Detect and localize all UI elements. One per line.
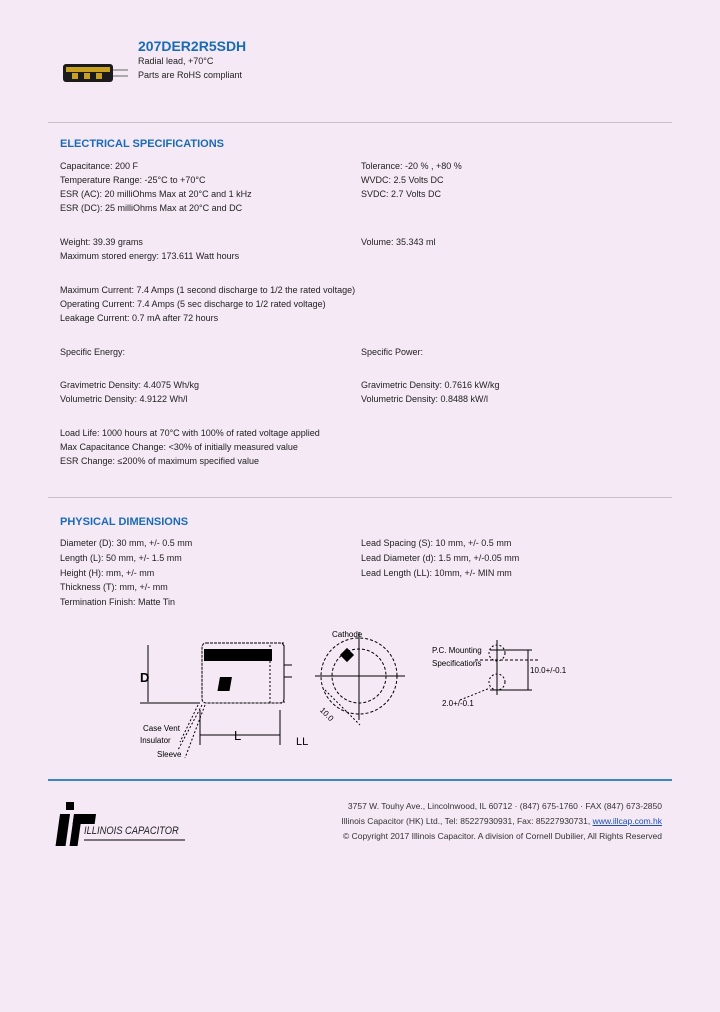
website-link[interactable]: www.illcap.com.hk (592, 816, 662, 826)
diameter-label: D (140, 670, 150, 685)
lead-type: Radial lead, +70°C (138, 56, 214, 66)
power-volumetric: Volumetric Density: 0.8488 kW/l (361, 394, 489, 404)
diameter: Diameter (D): 30 mm, +/- 0.5 mm (60, 538, 193, 548)
dimension-drawing (130, 620, 567, 770)
footer-address: 3757 W. Touhy Ave., Lincolnwood, IL 60712 · (847) 675-1760 · FAX (847) 673-2850 (347, 801, 662, 811)
footer-copyright: © Copyright 2017 Illinois Capacitor. A division of Cornell Dubilier, All Rights Reserved (342, 831, 662, 841)
svdc: SVDC: 2.7 Volts DC (361, 189, 442, 199)
pc-mounting-label: P.C. Mounting (432, 646, 482, 655)
case-vent-label: Case Vent (143, 724, 180, 733)
energy-volumetric: Volumetric Density: 4.9122 Wh/l (60, 394, 188, 404)
specific-power-label: Specific Power: (361, 347, 424, 357)
temperature-range: Temperature Range: -25°C to +70°C (60, 175, 206, 185)
stored-energy: Maximum stored energy: 173.611 Watt hours (60, 251, 240, 261)
capacitor-photo (60, 62, 130, 84)
insulator-label: Insulator (140, 736, 171, 745)
power-gravimetric: Gravimetric Density: 0.7616 kW/kg (361, 380, 500, 390)
logo-text: ILLINOIS CAPACITOR (84, 825, 179, 837)
wvdc: WVDC: 2.5 Volts DC (361, 175, 444, 185)
max-current: Maximum Current: 7.4 Amps (1 second discharge to 1/2 the rated voltage) (60, 285, 356, 295)
electrical-heading: ELECTRICAL SPECIFICATIONS (60, 138, 224, 150)
weight: Weight: 39.39 grams (60, 237, 143, 247)
footer-divider (48, 779, 672, 781)
volume: Volume: 35.343 ml (361, 237, 436, 247)
lead-spacing: Lead Spacing (S): 10 mm, +/- 0.5 mm (361, 538, 512, 548)
load-life: Load Life: 1000 hours at 70°C with 100% of rated voltage applied (60, 428, 320, 438)
energy-gravimetric: Gravimetric Density: 4.4075 Wh/kg (60, 380, 200, 390)
leakage-current: Leakage Current: 0.7 mA after 72 hours (60, 313, 219, 323)
lead-diameter-dimension: 2.0+/-0.1 (442, 699, 474, 708)
divider (48, 122, 672, 123)
physical-heading: PHYSICAL DIMENSIONS (60, 516, 189, 528)
termination-finish: Termination Finish: Matte Tin (60, 597, 176, 607)
esr-dc: ESR (DC): 25 milliOhms Max at 20°C and DC (60, 203, 243, 213)
tolerance: Tolerance: -20 % , +80 % (361, 161, 462, 171)
sleeve-label: Sleeve (157, 750, 182, 759)
capacitance-change: Max Capacitance Change: <30% of initially measured value (60, 442, 298, 452)
capacitance: Capacitance: 200 F (60, 161, 139, 171)
hk-contact: Illinois Capacitor (HK) Ltd., Tel: 85227930931, Fax: 85227930731, (341, 816, 593, 826)
footer-hk (341, 814, 662, 829)
lead-diameter: Lead Diameter (d): 1.5 mm, +/-0.05 mm (361, 553, 520, 563)
lead-spacing-dimension: 10.0+/-0.1 (530, 666, 567, 675)
cathode-label: Cathode (332, 630, 363, 639)
length: Length (L): 50 mm, +/- 1.5 mm (60, 553, 182, 563)
height: Height (H): mm, +/- mm (60, 568, 155, 578)
illinois-capacitor-logo (60, 800, 190, 852)
specific-energy-label: Specific Energy: (60, 347, 126, 357)
operating-current: Operating Current: 7.4 Amps (5 sec discharge to 1/2 rated voltage) (60, 299, 326, 309)
lead-length: Lead Length (LL): 10mm, +/- MIN mm (361, 568, 512, 578)
rohs-note: Parts are RoHS compliant (138, 70, 243, 80)
length-label: L (234, 728, 242, 743)
esr-change: ESR Change: ≤200% of maximum specified value (60, 456, 260, 466)
divider (48, 497, 672, 498)
pc-specifications-label: Specifications (432, 659, 482, 668)
part-number: 207DER2R5SDH (138, 38, 247, 54)
esr-ac: ESR (AC): 20 milliOhms Max at 20°C and 1 kHz (60, 189, 252, 199)
spacing-label: 10.0 (317, 705, 336, 724)
thickness: Thickness (T): mm, +/- mm (60, 582, 168, 592)
lead-length-label: LL (296, 736, 309, 748)
